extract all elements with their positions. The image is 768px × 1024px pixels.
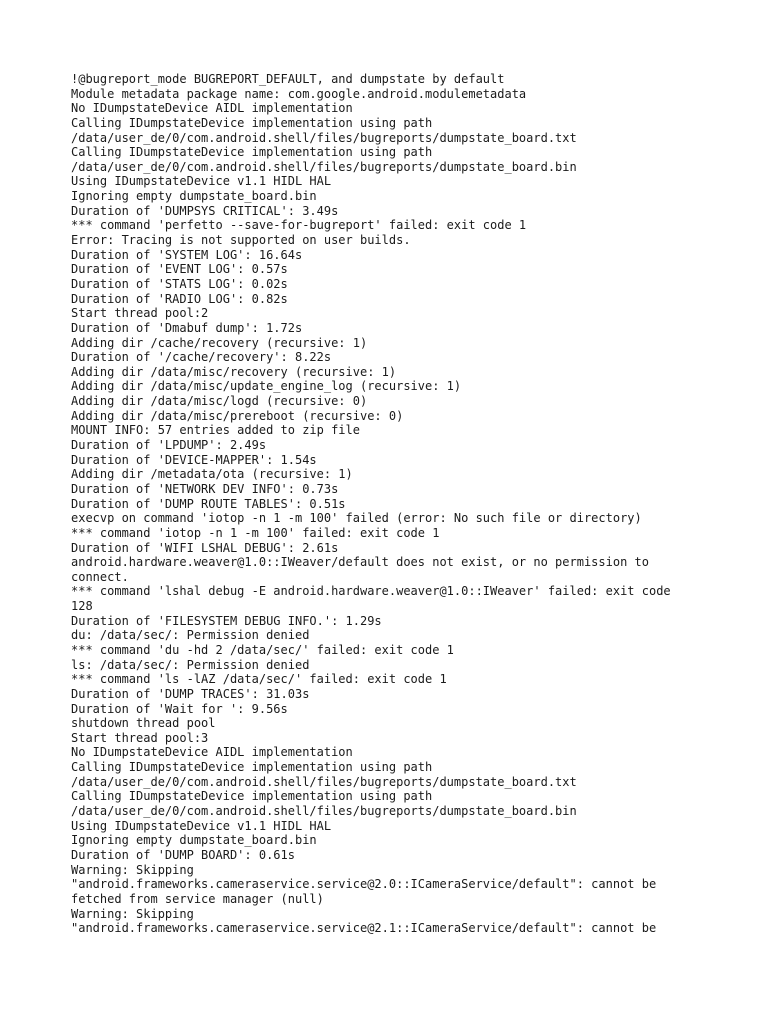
log-line: Duration of 'WIFI LSHAL DEBUG': 2.61s — [71, 540, 339, 555]
log-line: Adding dir /data/misc/update_engine_log (recursive: 1) — [71, 379, 462, 394]
log-line: *** command 'ls -lAZ /data/sec/' failed: exit code 1 — [71, 672, 447, 687]
log-line: Adding dir /data/misc/logd (recursive: 0) — [71, 394, 368, 409]
log-line: Adding dir /data/misc/prereboot (recursive: 0) — [71, 408, 404, 423]
log-line: No IDumpstateDevice AIDL implementation — [71, 745, 353, 760]
log-line: Duration of 'DUMPSYS CRITICAL': 3.49s — [71, 203, 339, 218]
log-line: Error: Tracing is not supported on user builds. — [71, 233, 411, 248]
log-line: *** command 'du -hd 2 /data/sec/' failed: exit code 1 — [71, 642, 454, 657]
log-line: Duration of 'FILESYSTEM DEBUG INFO.': 1.29s — [71, 613, 382, 628]
log-line: Duration of 'SYSTEM LOG': 16.64s — [71, 247, 303, 262]
log-line: Start thread pool:3 — [71, 730, 209, 745]
log-line: /data/user_de/0/com.android.shell/files/bugreports/dumpstate_board.txt — [71, 130, 577, 145]
log-line: Duration of 'Dmabuf dump': 1.72s — [71, 320, 303, 335]
log-line: Duration of '/cache/recovery': 8.22s — [71, 350, 332, 365]
log-line: *** command 'perfetto --save-for-bugreport' failed: exit code 1 — [71, 218, 527, 233]
log-line: "android.frameworks.cameraservice.service@2.1::ICameraService/default": cannot be — [71, 921, 657, 936]
log-line: Duration of 'RADIO LOG': 0.82s — [71, 291, 288, 306]
log-line: du: /data/sec/: Permission denied — [71, 628, 310, 643]
log-line: Duration of 'NETWORK DEV INFO': 0.73s — [71, 481, 339, 496]
log-line: ls: /data/sec/: Permission denied — [71, 657, 310, 672]
log-line: Calling IDumpstateDevice implementation using path — [71, 789, 433, 804]
log-line: fetched from service manager (null) — [71, 891, 324, 906]
log-line: execvp on command 'iotop -n 1 -m 100' failed (error: No such file or directory) — [71, 511, 642, 526]
log-line: /data/user_de/0/com.android.shell/files/bugreports/dumpstate_board.txt — [71, 774, 577, 789]
log-line: Adding dir /metadata/ota (recursive: 1) — [71, 467, 353, 482]
log-line: Calling IDumpstateDevice implementation using path — [71, 760, 433, 775]
log-line: Duration of 'LPDUMP': 2.49s — [71, 438, 267, 453]
log-line: Duration of 'DUMP BOARD': 0.61s — [71, 847, 295, 862]
log-line: Using IDumpstateDevice v1.1 HIDL HAL — [71, 818, 332, 833]
log-line: Ignoring empty dumpstate_board.bin — [71, 189, 317, 204]
log-line: Duration of 'DEVICE-MAPPER': 1.54s — [71, 452, 317, 467]
log-line: Duration of 'EVENT LOG': 0.57s — [71, 262, 288, 277]
log-line: Duration of 'DUMP ROUTE TABLES': 0.51s — [71, 496, 346, 511]
log-line: Adding dir /data/misc/recovery (recursive: 1) — [71, 364, 397, 379]
log-line: *** command 'iotop -n 1 -m 100' failed: exit code 1 — [71, 525, 440, 540]
log-line: Module metadata package name: com.google.android.modulemetadata — [71, 86, 527, 101]
log-line: Warning: Skipping — [71, 906, 194, 921]
log-line: Warning: Skipping — [71, 862, 194, 877]
log-line: Using IDumpstateDevice v1.1 HIDL HAL — [71, 174, 332, 189]
log-line: Duration of 'DUMP TRACES': 31.03s — [71, 686, 310, 701]
log-line: Duration of 'STATS LOG': 0.02s — [71, 276, 288, 291]
log-line: /data/user_de/0/com.android.shell/files/bugreports/dumpstate_board.bin — [71, 804, 577, 819]
log-line: MOUNT INFO: 57 entries added to zip file — [71, 423, 360, 438]
log-line: Calling IDumpstateDevice implementation using path — [71, 145, 433, 160]
log-line: !@bugreport_mode BUGREPORT_DEFAULT, and dumpstate by default — [71, 72, 505, 86]
log-line: *** command 'lshal debug -E android.hardware.weaver@1.0::IWeaver' failed: exit code — [71, 584, 671, 599]
log-line: android.hardware.weaver@1.0::IWeaver/default does not exist, or no permission to — [71, 555, 649, 570]
log-line: 128 — [71, 599, 93, 614]
log-line: shutdown thread pool — [71, 716, 216, 731]
log-line: No IDumpstateDevice AIDL implementation — [71, 101, 353, 116]
log-line: Ignoring empty dumpstate_board.bin — [71, 833, 317, 848]
log-line: "android.frameworks.cameraservice.service@2.0::ICameraService/default": cannot be — [71, 877, 657, 892]
log-line: Adding dir /cache/recovery (recursive: 1) — [71, 335, 368, 350]
log-line: Start thread pool:2 — [71, 306, 209, 321]
log-line: Calling IDumpstateDevice implementation using path — [71, 115, 433, 130]
log-document — [71, 72, 711, 936]
log-line: connect. — [71, 569, 129, 584]
log-line: /data/user_de/0/com.android.shell/files/bugreports/dumpstate_board.bin — [71, 159, 577, 174]
log-line: Duration of 'Wait for ': 9.56s — [71, 701, 288, 716]
